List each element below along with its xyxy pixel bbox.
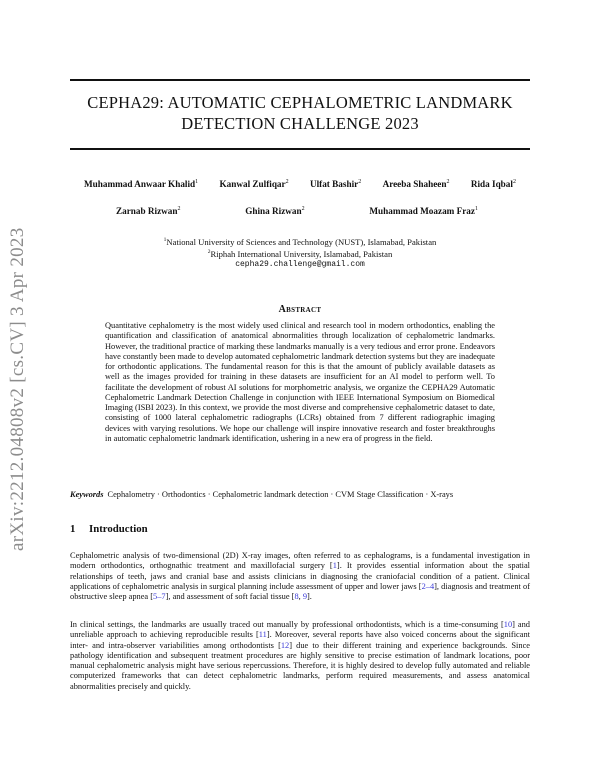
- contact-email[interactable]: cepha29.challenge@gmail.com: [235, 259, 365, 269]
- title-fragment: UTOMATIC: [179, 93, 267, 112]
- title-fragment: C: [275, 114, 292, 133]
- author-name: Areeba Shaheen: [382, 179, 447, 190]
- citation-link[interactable]: 11: [258, 630, 267, 640]
- title-fragment: ETECTION: [193, 114, 276, 133]
- section-number: 1: [70, 523, 76, 535]
- title-line-2: [70, 113, 530, 134]
- author-affiliation-mark: 2: [177, 206, 181, 212]
- author-affiliation-mark: 2: [285, 179, 289, 185]
- author-affiliation-mark: 1: [195, 179, 199, 185]
- section-title: Introduction: [89, 523, 148, 535]
- author-name: Zarnab Rizwan: [116, 206, 178, 217]
- citation-link[interactable]: 10: [503, 620, 513, 629]
- author: [219, 179, 288, 189]
- paragraph-text: ] due to their different training and experience backgrounds. Since pathology identification and subsequent treatment procedures are highly sensitive to precise estimation of landmark locations, poor manual cephalometric analysis might have serious repercussions. Therefore, it is highly desired to develop fully automated and reliable computerized frameworks that can detect cephalometric landmarks, perform required measurements, and assess anatomical abnormalities precisely and quickly.: [70, 640, 531, 691]
- keywords-label: Keywords: [70, 490, 104, 499]
- paragraph-text: ,: [298, 592, 303, 601]
- paragraph-text: Cephalometric analysis of two-dimensional (2D) X-ray images, often referred to as cephalograms, is a fundamental investigation in modern orthodontics, orthognathic treatment and maxillofacial surgery [: [70, 551, 530, 571]
- keywords: [70, 490, 530, 500]
- paragraph-text: ]. Moreover, several reports have also voiced concerns about the significant inter- and intra-observer variabilities among orthodontists [: [70, 630, 530, 650]
- author-name: Kanwal Zulfiqar: [219, 179, 286, 190]
- arxiv-identifier: arXiv:2212.04808v2 [cs.CV] 3 Apr 2023: [7, 227, 28, 551]
- author: [116, 206, 181, 216]
- title-fragment: HALLENGE: [291, 114, 381, 133]
- title-fragment: C: [266, 93, 282, 112]
- author-name: Rida Iqbal: [470, 179, 513, 190]
- author-name: Muhammad Anwaar Khalid: [84, 179, 196, 190]
- citation-link[interactable]: 8: [294, 592, 299, 601]
- section-heading-introduction: [70, 523, 530, 535]
- citation-link[interactable]: 5–7: [153, 592, 166, 601]
- author-name: Ulfat Bashir: [309, 179, 359, 190]
- title-fragment: EPHALOMETRIC: [281, 93, 412, 112]
- authors-row-2: [70, 206, 530, 216]
- paper-title: [70, 92, 530, 134]
- paragraph-text: ], and assessment of soft facial tissue [: [165, 592, 295, 601]
- citation-link[interactable]: 2–4: [421, 581, 435, 591]
- affiliation-number: 2: [207, 249, 211, 256]
- author-affiliation-mark: 2: [358, 179, 362, 185]
- abstract-text: Quantitative cephalometry is the most widely used clinical and research tool in modern orthodontics, enabling the quantification and classification of anatomical abnormalities through localization of cephalometric landmarks. However, the traditional practice of marking these landmarks manually is a very tedious and error prone. Endeavors have constantly been made to develop automated cephalometric landmark detection systems but they are inadequate for orthodontic applications. The fundamental reason for this is that the amount of publicly available datasets as well as the images provided for training in these datasets are insufficient for an AI model to perform well. To facilitate the development of robust AI solutions for morphometric analysis, we organize the CEPHA29 Automatic Cephalometric Landmark Detection Challenge in conjunction with IEEE International Symposium on Biomedical Imaging (ISBI 2023). In this context, we provide the most diverse and comprehensive cephalometric dataset to date, consisting of 1000 lateral cephalometric radiographs (LCRs) obtained from 7 different radiographic imaging devices with varying resolutions. We hope our challenge will inspire innovative research and foster breakthroughs in automatic cephalometric landmark identification, ushering in a new era of progress in the field.: [105, 321, 495, 443]
- affiliation-2: [70, 247, 530, 259]
- title-line-1: [70, 92, 530, 113]
- citation-link[interactable]: 1: [332, 561, 337, 571]
- authors-row-1: [70, 179, 530, 189]
- author-name: Ghina Rizwan: [245, 206, 302, 217]
- author: [245, 206, 304, 216]
- title-fragment: D: [181, 114, 194, 133]
- title-top-rule: [70, 79, 530, 81]
- abstract-heading: Abstract: [278, 304, 322, 315]
- paragraph-text: ] and unreliable approach to achieving reproducible results [: [70, 620, 530, 640]
- paragraph-text: In clinical settings, the landmarks are usually traced out manually by professional orthodontists, which is a time-consuming [: [70, 620, 504, 629]
- affiliation-1: [70, 235, 530, 247]
- author-name: Muhammad Moazam Fraz: [369, 206, 475, 217]
- paragraph-text: ], diagnosis and treatment of obstructive sleep apnea [: [70, 581, 530, 601]
- paragraph-text: ]. It provides essential information about the spatial relationships of teeth, jaws and cranial base and assists clinicians in diagnosing the craniofacial condition of a patient. Clinical applications of cephalometric analysis in surgical planning include assessment of upper and lower jaws [: [70, 561, 531, 591]
- author: [369, 206, 478, 216]
- affiliations: [70, 235, 530, 270]
- author: [84, 179, 198, 189]
- author: [310, 179, 361, 189]
- affiliation-text: National University of Sciences and Technology (NUST), Islamabad, Pakistan: [166, 236, 437, 247]
- author-affiliation-mark: 1: [474, 206, 478, 212]
- keywords-list: Cephalometry · Orthodontics · Cephalometric landmark detection · CVM Stage Classification · X-rays: [107, 490, 454, 499]
- affiliation-number: 1: [163, 237, 167, 243]
- title-fragment: CEPHA29: A: [87, 93, 180, 112]
- title-fragment: L: [411, 93, 427, 112]
- title-bottom-rule: [70, 148, 530, 150]
- author-affiliation-mark: 2: [301, 206, 305, 212]
- author-affiliation-mark: 2: [446, 179, 450, 185]
- title-fragment: 2023: [380, 114, 419, 133]
- author: [471, 179, 516, 189]
- paragraph-text: ].: [307, 592, 312, 601]
- citation-link[interactable]: 12: [280, 640, 290, 650]
- author-affiliation-mark: 2: [512, 179, 516, 185]
- citation-link[interactable]: 9: [302, 592, 308, 601]
- intro-paragraph-1: [70, 551, 530, 602]
- title-fragment: ANDMARK: [426, 93, 513, 112]
- affiliation-text: Riphah International University, Islamabad, Pakistan: [210, 249, 393, 260]
- intro-paragraph-2: [70, 620, 530, 692]
- author: [383, 179, 450, 189]
